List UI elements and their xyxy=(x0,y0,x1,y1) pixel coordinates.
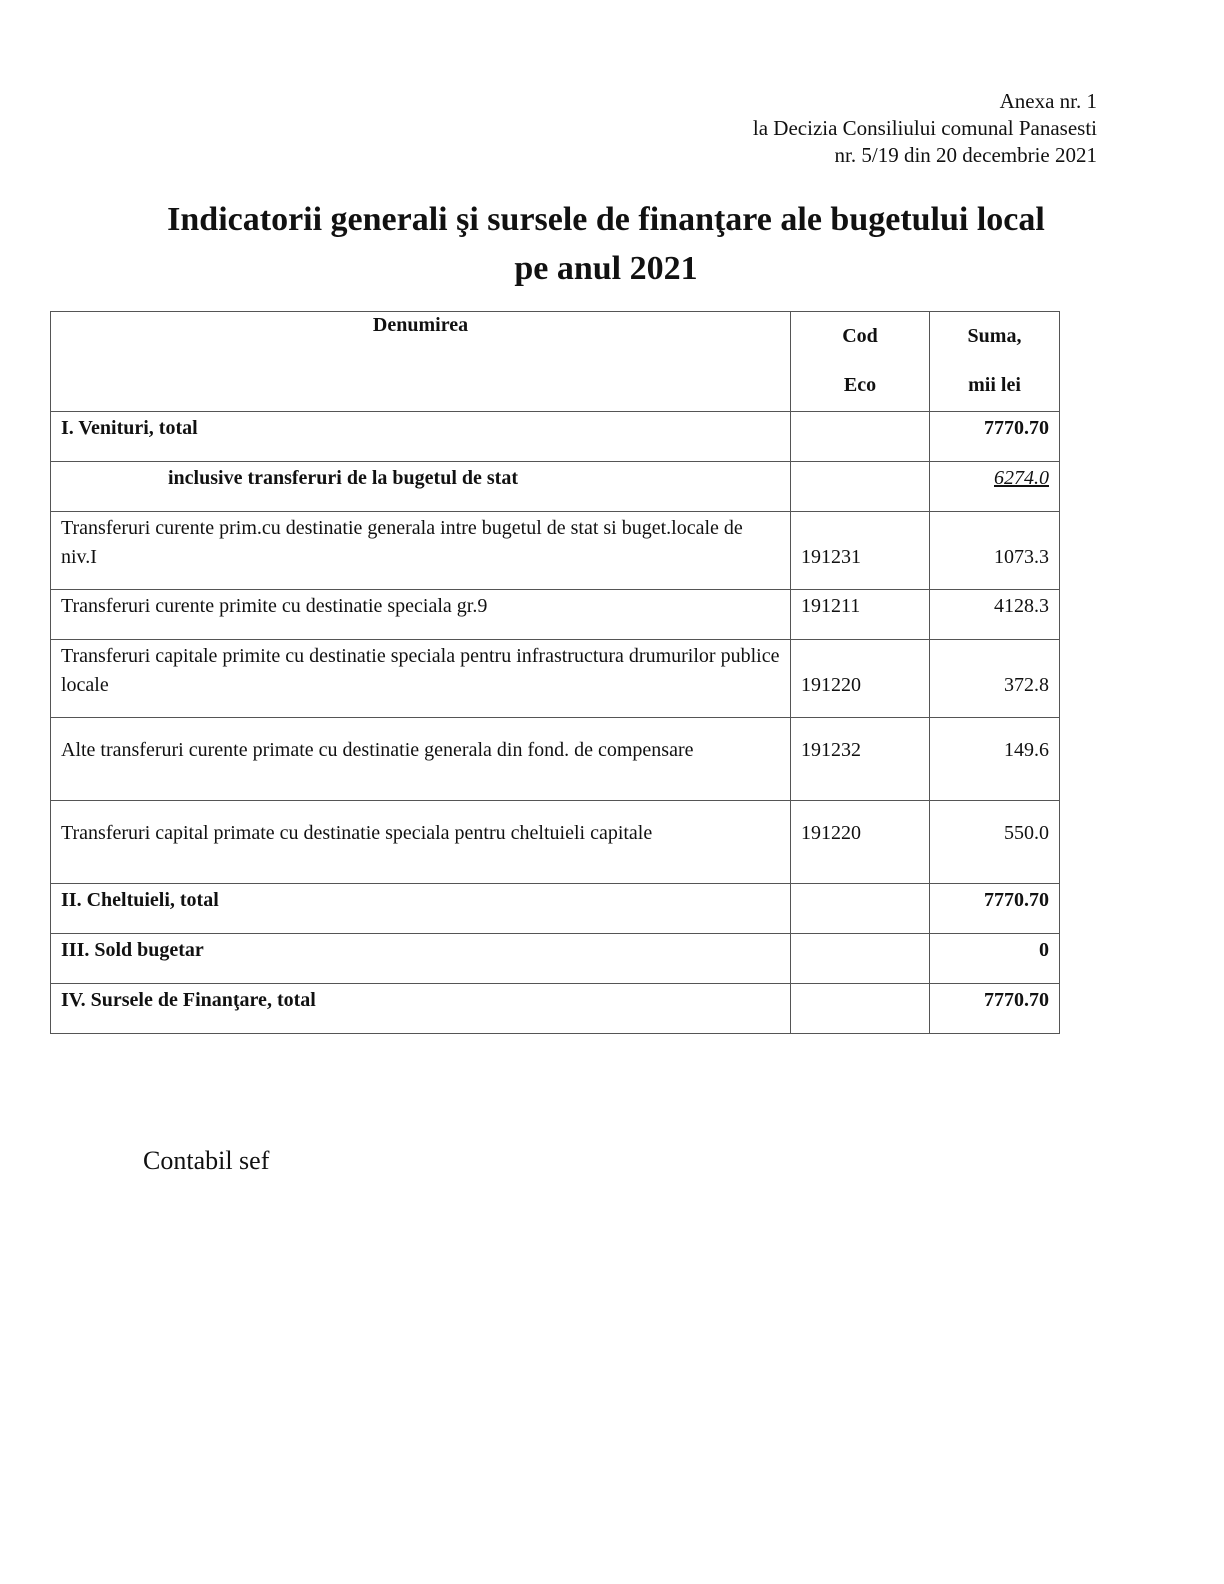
row-cod: 191220 xyxy=(791,801,930,884)
row-name: Transferuri capital primate cu destinatie speciala pentru cheltuieli capitale xyxy=(51,801,791,884)
row-cod xyxy=(791,884,930,934)
row-name: II. Cheltuieli, total xyxy=(51,884,791,934)
row-name: I. Venituri, total xyxy=(51,412,791,462)
header-suma-line2: mii lei xyxy=(968,374,1021,396)
row-name: III. Sold bugetar xyxy=(51,934,791,984)
row-name: Transferuri curente prim.cu destinatie generala intre bugetul de stat si buget.locale de niv.I xyxy=(51,512,791,590)
row-suma: 149.6 xyxy=(930,718,1060,801)
row-suma: 7770.70 xyxy=(930,884,1060,934)
table-row xyxy=(51,590,1060,640)
annex-date: nr. 5/19 din 20 decembrie 2021 xyxy=(834,143,1097,167)
row-suma xyxy=(930,462,1060,512)
row-name: Transferuri capitale primite cu destinatie speciala pentru infrastructura drumurilor publice locale xyxy=(51,640,791,718)
header-suma-line1: Suma, xyxy=(967,325,1022,347)
row-cod: 191220 xyxy=(791,640,930,718)
row-suma: 550.0 xyxy=(930,801,1060,884)
row-suma: 1073.3 xyxy=(930,512,1060,590)
header-cod-line2: Eco xyxy=(843,374,877,396)
row-name: Transferuri curente primite cu destinatie speciala gr.9 xyxy=(51,590,791,640)
row-cod: 191231 xyxy=(791,512,930,590)
row-suma: 7770.70 xyxy=(930,984,1060,1034)
title-line-1: Indicatorii generali şi sursele de finanţare ale bugetului local xyxy=(167,201,1045,238)
header-suma xyxy=(930,312,1060,412)
row-suma: 372.8 xyxy=(930,640,1060,718)
document-title xyxy=(0,195,1212,293)
header-cod-line1: Cod xyxy=(842,325,878,347)
row-suma: 0 xyxy=(930,934,1060,984)
row-cod: 191232 xyxy=(791,718,930,801)
header-name: Denumirea xyxy=(51,312,791,412)
table-row xyxy=(51,718,1060,801)
annex-number: Anexa nr. 1 xyxy=(999,89,1097,113)
row-cod xyxy=(791,412,930,462)
table-row xyxy=(51,512,1060,590)
row-cod xyxy=(791,934,930,984)
row-name: IV. Sursele de Finanţare, total xyxy=(51,984,791,1034)
table-row xyxy=(51,884,1060,934)
row-name: Alte transferuri curente primate cu destinatie generala din fond. de compensare xyxy=(51,718,791,801)
table-row xyxy=(51,984,1060,1034)
title-line-2: pe anul 2021 xyxy=(514,250,698,287)
table-header-row xyxy=(51,312,1060,412)
table-row xyxy=(51,801,1060,884)
table-row xyxy=(51,462,1060,512)
annex-decision: la Decizia Consiliului comunal Panasesti xyxy=(752,116,1097,140)
header-cod xyxy=(791,312,930,412)
row-suma: 7770.70 xyxy=(930,412,1060,462)
row-cod xyxy=(791,462,930,512)
table-row xyxy=(51,412,1060,462)
row-suma-value: 6274.0 xyxy=(994,467,1049,489)
table-row xyxy=(51,640,1060,718)
row-cod xyxy=(791,984,930,1034)
row-name: inclusive transferuri de la bugetul de stat xyxy=(51,462,791,512)
annex-reference xyxy=(753,88,1097,169)
row-suma: 4128.3 xyxy=(930,590,1060,640)
table-row xyxy=(51,934,1060,984)
signature-label: Contabil sef xyxy=(143,1146,270,1175)
budget-table xyxy=(50,311,1060,1034)
row-cod: 191211 xyxy=(791,590,930,640)
